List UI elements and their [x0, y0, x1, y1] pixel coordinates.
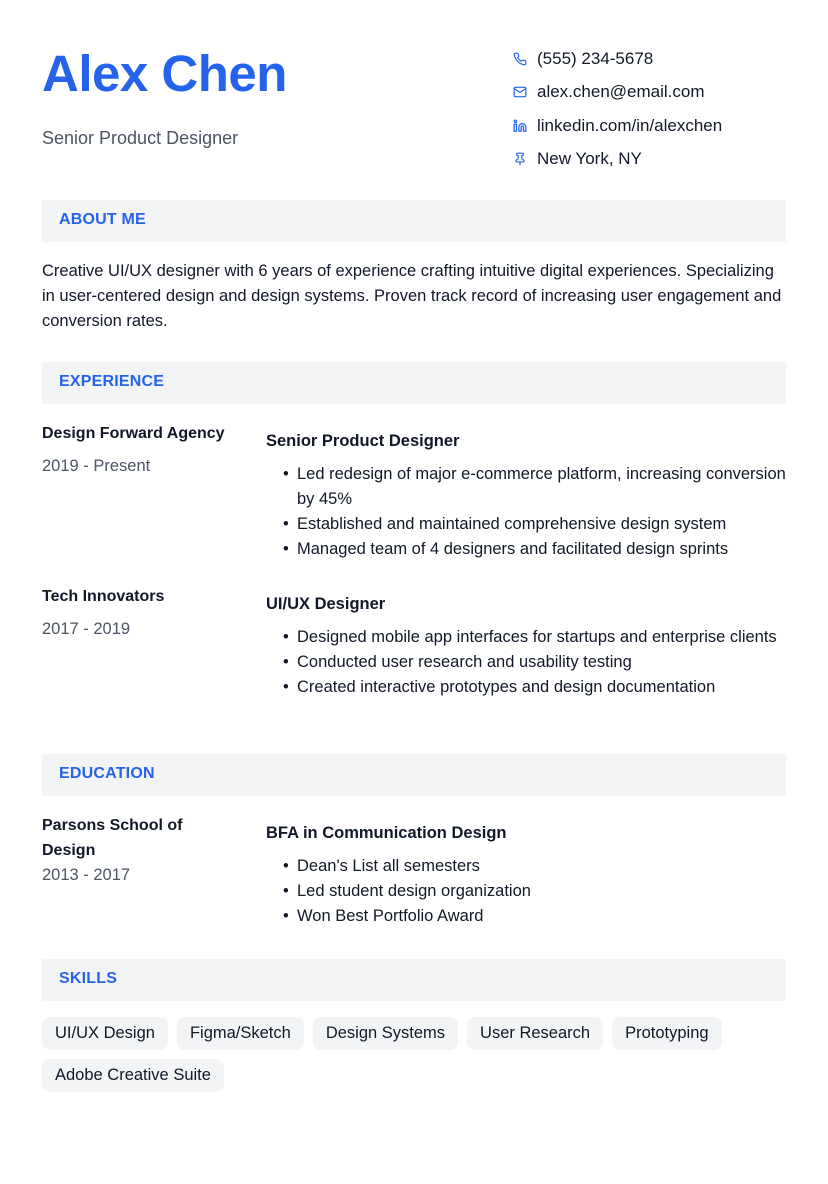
email-text[interactable]: alex.chen@email.com	[537, 82, 705, 102]
entry-details	[266, 821, 786, 929]
job-role: Senior Product Designer	[266, 432, 460, 450]
contact-email	[512, 76, 802, 110]
location-text: New York, NY	[537, 149, 642, 169]
section-header-about	[42, 200, 786, 242]
company-name: Tech Innovators	[42, 588, 165, 605]
phone-icon	[512, 51, 528, 67]
skill-chip: Design Systems	[313, 1017, 458, 1050]
bullet-list	[266, 854, 786, 929]
skills-list	[42, 1017, 786, 1092]
list-item: • Led redesign of major e-commerce platform, increasing conversion by 45%	[283, 462, 786, 512]
date-range: 2017 - 2019	[42, 620, 131, 638]
entry-meta	[42, 421, 247, 479]
contact-linkedin	[512, 109, 802, 143]
entry-details	[266, 592, 786, 700]
degree: BFA in Communication Design	[266, 824, 507, 842]
contact-location	[512, 143, 802, 177]
list-item: • Established and maintained comprehensive design system	[283, 512, 786, 537]
list-item: • Created interactive prototypes and design documentation	[283, 675, 786, 700]
bullet-list	[266, 625, 786, 700]
job-role: UI/UX Designer	[266, 595, 386, 613]
list-item: • Led student design organization	[283, 879, 786, 904]
pin-icon	[512, 151, 528, 167]
school-name: Parsons School of Design	[42, 817, 183, 859]
company-name: Design Forward Agency	[42, 425, 225, 442]
section-title: SKILLS	[59, 970, 118, 987]
phone-text: (555) 234-5678	[537, 48, 654, 68]
bullet-list	[266, 462, 786, 562]
candidate-title: Senior Product Designer	[42, 128, 239, 148]
date-range: 2013 - 2017	[42, 866, 131, 884]
skill-chip: UI/UX Design	[42, 1017, 168, 1050]
contact-list	[512, 42, 802, 176]
candidate-name: Alex Chen	[42, 45, 287, 102]
skill-chip: User Research	[467, 1017, 603, 1050]
section-title: EDUCATION	[59, 765, 155, 782]
list-item: • Conducted user research and usability testing	[283, 650, 786, 675]
list-item: • Designed mobile app interfaces for startups and enterprise clients	[283, 625, 786, 650]
section-header-skills	[42, 959, 786, 1001]
section-title: EXPERIENCE	[59, 373, 165, 390]
list-item: • Managed team of 4 designers and facilitated design sprints	[283, 537, 786, 562]
about-text: Creative UI/UX designer with 6 years of experience crafting intuitive digital experiences. Specializing in user-centered design and design systems. Proven track record of increasing user engagement and conversion rates.	[42, 262, 782, 330]
contact-phone	[512, 42, 802, 76]
skill-chip: Adobe Creative Suite	[42, 1059, 224, 1092]
list-item: • Won Best Portfolio Award	[283, 904, 786, 929]
date-range: 2019 - Present	[42, 457, 151, 475]
section-title: ABOUT ME	[59, 211, 146, 228]
section-header-education	[42, 754, 786, 796]
linkedin-icon	[512, 118, 528, 134]
entry-meta	[42, 584, 247, 642]
linkedin-text[interactable]: linkedin.com/in/alexchen	[537, 115, 723, 135]
entry-meta	[42, 813, 227, 888]
mail-icon	[512, 84, 528, 100]
skill-chip: Prototyping	[612, 1017, 721, 1050]
skill-chip: Figma/Sketch	[177, 1017, 304, 1050]
section-header-experience	[42, 362, 786, 404]
list-item: • Dean's List all semesters	[283, 854, 786, 879]
entry-details	[266, 429, 786, 562]
